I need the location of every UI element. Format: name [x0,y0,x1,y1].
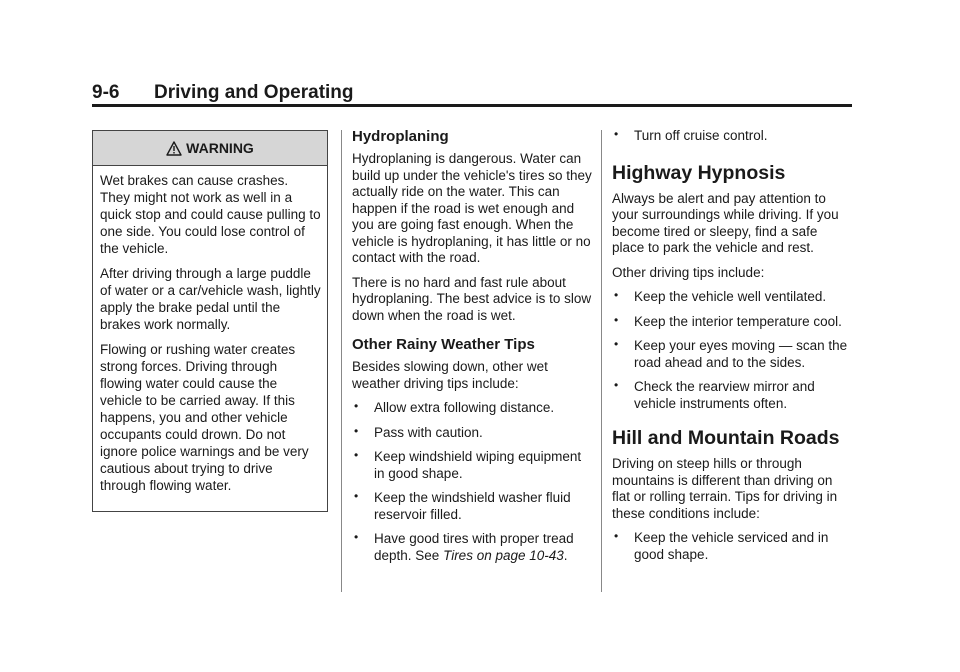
hill-tips-list [612,530,852,563]
cruise-list [612,128,852,145]
section-title: Driving and Operating [154,82,354,103]
list-item [612,338,852,371]
list-item-text: Allow extra following distance. [374,400,555,415]
warning-paragraph: Wet brakes can cause crashes. They might not work as well in a quick stop and could cause pulling to one side. You could lose control of the vehicle. [100,173,321,256]
tires-page-link[interactable]: Tires on page 10-43 [443,547,564,563]
list-item-text: Pass with caution. [374,424,483,440]
list-item [352,425,592,442]
list-item-text: Keep the interior temperature cool. [634,313,842,329]
rainy-tips-list [352,400,592,564]
list-item [612,289,852,306]
bullet-icon: • [614,337,619,351]
list-item [612,379,852,412]
list-item-text: Check the rearview mirror and vehicle instruments often. [634,379,815,411]
bullet-icon: • [614,288,619,302]
list-item-text: Keep the vehicle serviced and in good shape. [634,530,829,562]
bullet-icon: • [614,312,619,327]
list-item [352,400,592,417]
bullet-icon: • [614,529,619,543]
list-item [352,531,592,564]
page-number: 9-6 [92,82,120,103]
column-middle [352,128,592,572]
hydroplaning-paragraph: Hydroplaning is dangerous. Water can build up under the vehicle's tires so they actually ride on the water. This can happen if the road is wet enough and you are going fast enough. When the vehicle is hydroplaning, it has little or no contact with the road. [352,151,592,265]
list-item-text: Have good tires with proper tread depth. See [374,531,574,563]
bullet-icon: • [614,378,619,392]
hill-mountain-heading: Hill and Mountain Roads [612,427,840,449]
list-item-text: Turn off cruise control. [634,128,768,143]
list-item [612,128,852,145]
warning-triangle-icon [166,141,182,156]
list-item-text: Keep your eyes moving — scan the road ahead and to the sides. [634,338,848,370]
bullet-icon: • [614,127,619,141]
hill-mountain-paragraph: Driving on steep hills or through mountains is different than driving on flat or rolling terrain. Tips for driving in these conditions include: [612,456,838,521]
page-header [92,80,852,106]
highway-hypnosis-heading: Highway Hypnosis [612,161,786,184]
bullet-icon: • [354,399,359,413]
column-divider [601,130,602,592]
rainy-tips-heading: Other Rainy Weather Tips [352,336,535,353]
warning-paragraph: Flowing or rushing water creates strong forces. Driving through flowing water could cause the vehicle to be carried away. If this happens, you and other vehicle occupants could drown. Do not ignore police warnings and be very cautious about trying to drive through flowing water. [100,342,309,493]
column-divider [341,130,342,592]
highway-hypnosis-paragraph: Always be alert and pay attention to your surroundings while driving. If you become tired or sleepy, find a safe place to park the vehicle and rest. [612,190,839,255]
bullet-icon: • [354,489,359,503]
list-item-text: Keep the windshield washer fluid reservoir filled. [374,490,571,522]
list-item [612,314,852,331]
list-item-text: Keep windshield wiping equipment in good shape. [374,449,582,481]
hydroplaning-paragraph: There is no hard and fast rule about hydroplaning. The best advice is to slow down when the road is wet. [352,274,592,323]
bullet-icon: • [354,448,359,462]
warning-body [93,166,327,494]
header-rule [92,104,852,107]
list-item [352,490,592,523]
list-item [612,530,852,563]
list-item-end: . [563,547,568,563]
bullet-icon: • [354,530,359,544]
bullet-icon: • [354,423,359,438]
hydroplaning-heading: Hydroplaning [352,128,449,145]
column-right [612,128,852,571]
warning-header [93,131,327,166]
warning-paragraph: After driving through a large puddle of water or a car/vehicle wash, lightly apply the brake pedal until the brakes work normally. [100,266,321,332]
warning-label: WARNING [186,140,254,156]
list-item [352,449,592,482]
highway-hypnosis-intro: Other driving tips include: [612,264,765,280]
list-item-text: Keep the vehicle well ventilated. [634,289,827,304]
rainy-tips-intro: Besides slowing down, other wet weather driving tips include: [352,359,548,391]
highway-tips-list [612,289,852,412]
warning-box [92,130,328,512]
